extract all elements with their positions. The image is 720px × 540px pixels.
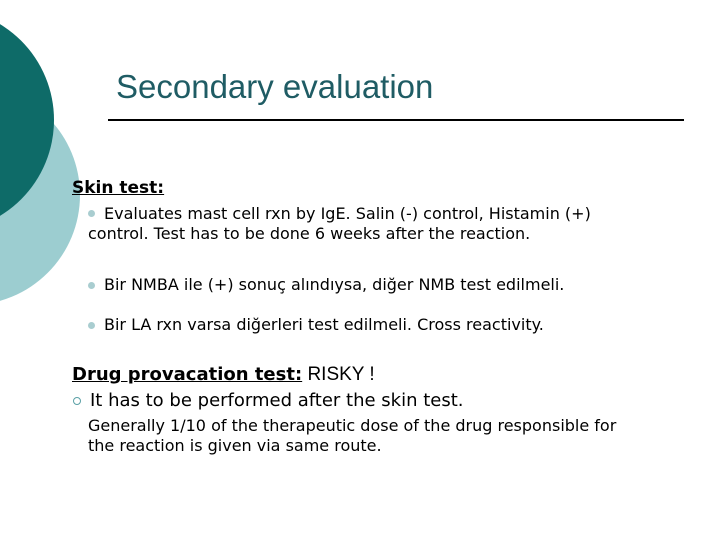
provocation-risk-label: RISKY ! xyxy=(302,364,375,385)
title-underline xyxy=(108,119,684,121)
skin-test-item-3: Bir LA rxn varsa diğerleri test edilmeli. Cross reactivity. xyxy=(104,315,544,334)
provocation-heading: Drug provacation test: xyxy=(72,364,303,385)
skin-test-heading: Skin test: xyxy=(72,178,165,198)
slide-title: Secondary evaluation xyxy=(116,68,434,105)
bullet-dot xyxy=(88,322,95,329)
skin-test-item-2: Bir NMBA ile (+) sonuç alındıysa, diğer NMB test edilmeli. xyxy=(104,275,565,294)
hollow-bullet xyxy=(73,397,81,405)
bullet-dot xyxy=(88,210,95,217)
provocation-item-1: It has to be performed after the skin test. xyxy=(90,390,464,411)
provocation-heading-row xyxy=(72,364,375,386)
bullet-dot xyxy=(88,282,95,289)
provocation-note-line-2: the reaction is given via same route. xyxy=(88,436,382,455)
provocation-note-line-1: Generally 1/10 of the therapeutic dose of the drug responsible for xyxy=(88,416,617,435)
skin-test-item-1-line-1: Evaluates mast cell rxn by IgE. Salin (-) control, Histamin (+) xyxy=(104,204,591,223)
skin-test-item-1-line-2: control. Test has to be done 6 weeks after the reaction. xyxy=(88,224,531,243)
